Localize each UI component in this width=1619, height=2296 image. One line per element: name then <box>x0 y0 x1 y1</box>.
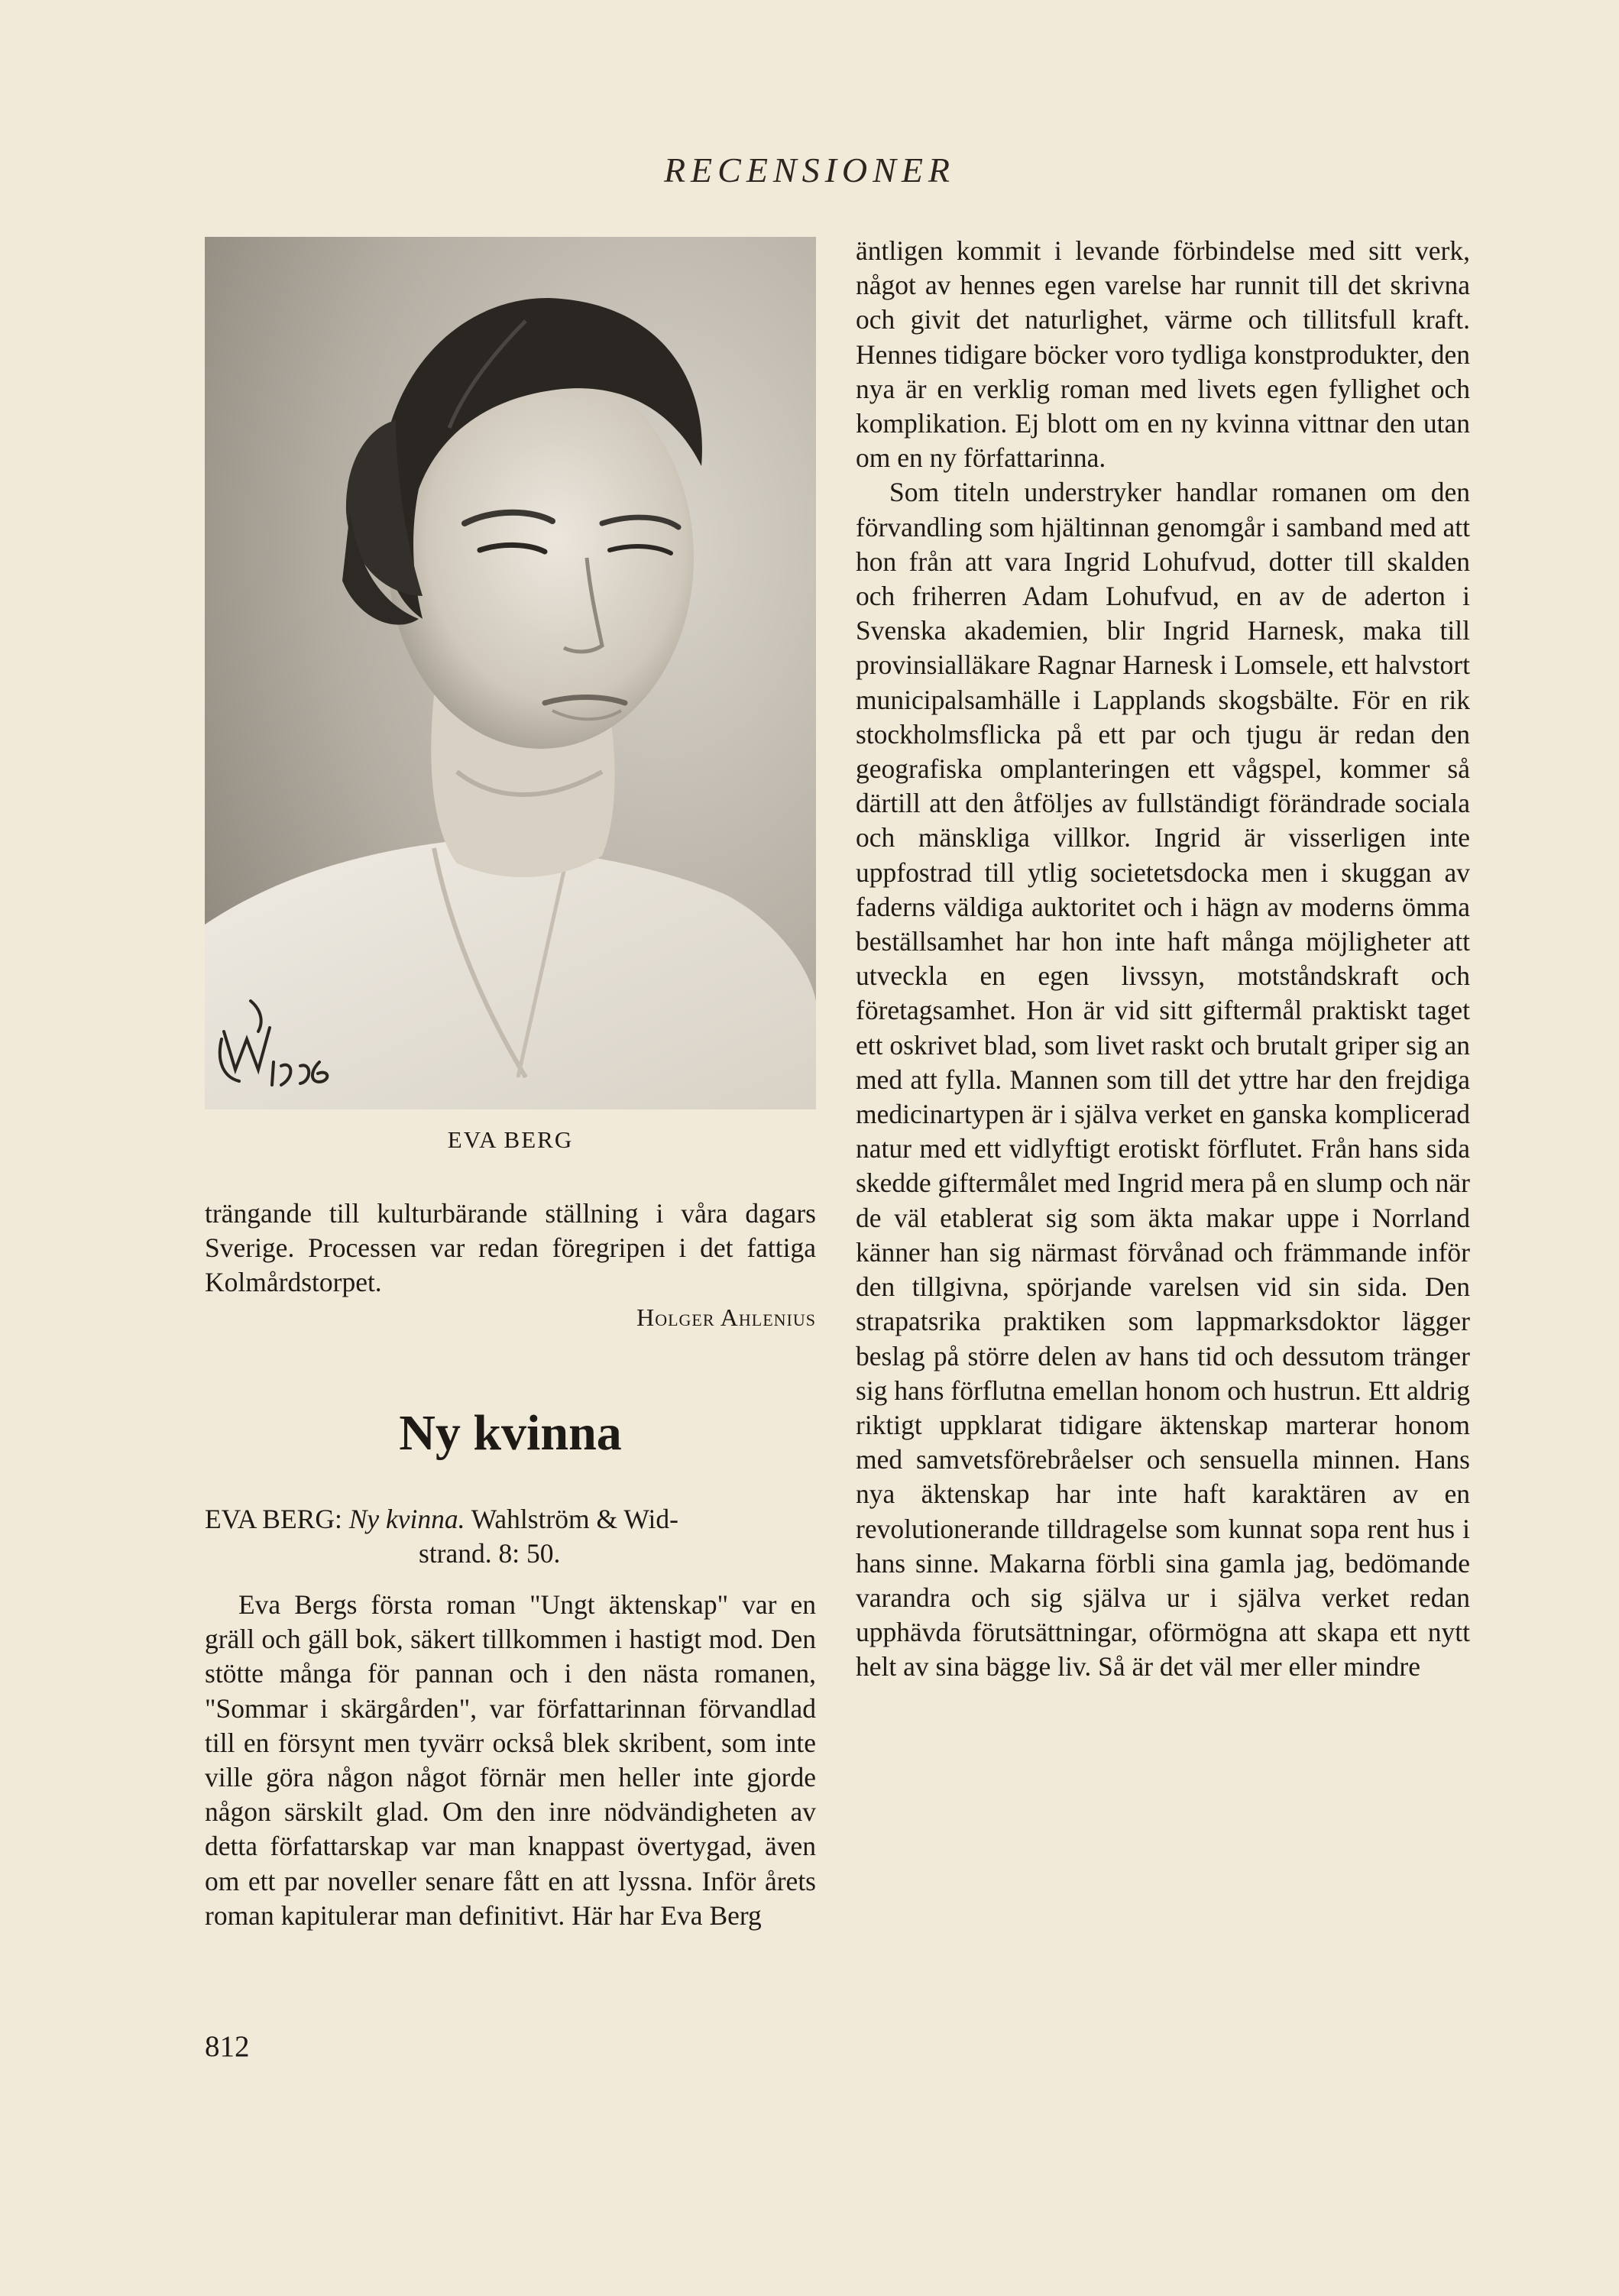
author-portrait-photo <box>205 237 816 1109</box>
review-body-left-column <box>205 1588 816 1933</box>
review-paragraph: Som titeln understryker handlar romanen om den förvandling som hjältinnan genomgår i samband med att hon från att vara Ingrid Lohufvud, dotter till skalden och friherren Adam Lohufvud, en av de aderton i Svenska akademien, blir Ingrid Harnesk, maka till provinsialläkare Ragnar Harnesk i Lomsele, ett halvstort municipalsamhälle i Lapplands skogsbälte. För en rik stockholmsflicka på ett par och tjugu är redan den geografiska omplanteringen ett vågspel, kommer så därtill att den åtföljes av fullständigt förändrade sociala och mänskliga villkor. Ingrid är visserligen inte uppfostrad till ytlig societetsdocka men i skuggan av faderns väldiga auktoritet och i hägn av moderns ömma beställsamhet har hon inte haft många möjligheter att utveckla en egen livssyn, motståndskraft och företagsamhet. Hon är vid sitt giftermål praktiskt taget ett oskrivet blad, som livet raskt och brutalt griper sig an med att fylla. Mannen som till det yttre har den frejdiga medicinartypen är i själva verket en ganska komplicerad natur med ett vidlyftigt erotiskt förflutet. Från hans sida skedde giftermålet med Ingrid mera på en slump och när de väl etablerat sig som äkta makar uppe i Norrland känner han sig närmast förvånad och främmande inför den tillgivna, spörjande varelsen vid sin sida. Den strapatsrika praktiken som lappmarksdoktor lägger beslag på större delen av hans tid och dessutom tränger sig hans förflutna emellan honom och hustrun. Ett aldrig riktigt uppklarat tidigare äktenskap marterar honom med samvetsförebråelser och sensuella minnen. Hans nya äktenskap har inte haft karaktären av en revolutionerande tilldragelse som kunnat sopa rent hus i hans sinne. Makarna förbli sina gamla jag, bedömande varandra och sig själva ur i själva verket redan upphävda förutsättningar, oförmögna att skapa ett nytt helt av sina bägge liv. Så är det väl mer eller mindre <box>856 477 1470 1682</box>
review-paragraph: Eva Bergs första roman "Ungt äktenskap" var en gräll och gäll bok, säkert tillkommen i hastigt mod. Den stötte många för pannan och i den nästa romanen, "Sommar i skärgården", var författarinnan förvandlad till en försynt men tyvärr också blek skribent, som inte ville göra någon något förnär men heller inte gjorde någon särskilt glad. Om den inre nödvändigheten av detta författarskap var man knappast övertygad, även om ett par noveller senare fått en att lyssna. Inför årets roman kapitulerar man definitivt. Här har Eva Berg <box>205 1589 816 1931</box>
reviewer-signature: Holger Ahlenius <box>636 1303 816 1331</box>
biblio-book-title: Ny kvinna. <box>348 1504 465 1534</box>
biblio-publisher-price: strand. 8: 50. <box>419 1538 561 1569</box>
review-paragraph: äntligen kommit i levande förbindelse med sitt verk, något av hennes egen varelse har runnit till det skrivna och givit det naturlighet, värme och tillitsfull kraft. Hennes tidigare böcker voro tydliga konstprodukter, den nya är en verklig roman med livets egen fyllighet och komplikation. Ej blott om en ny kvinna vittnar den utan om en ny författarinna. <box>856 235 1470 474</box>
previous-review-ending <box>205 1197 816 1335</box>
biblio-publisher: Wahlström & Wid- <box>471 1504 678 1534</box>
review-title: Ny kvinna <box>399 1405 622 1461</box>
bibliographic-reference <box>205 1502 816 1571</box>
biblio-author: EVA BERG: <box>205 1504 342 1534</box>
review-body-right-column <box>856 234 1470 1685</box>
running-head: RECENSIONER <box>663 151 956 189</box>
portrait-image <box>205 237 816 1109</box>
previous-review-closing-text: trängande till kulturbärande ställning i våra dagars Sverige. Processen var redan föregripen i det fattiga Kolmårdstorpet. <box>205 1198 816 1298</box>
page-number: 812 <box>205 2030 250 2063</box>
photo-caption: EVA BERG <box>447 1126 574 1153</box>
